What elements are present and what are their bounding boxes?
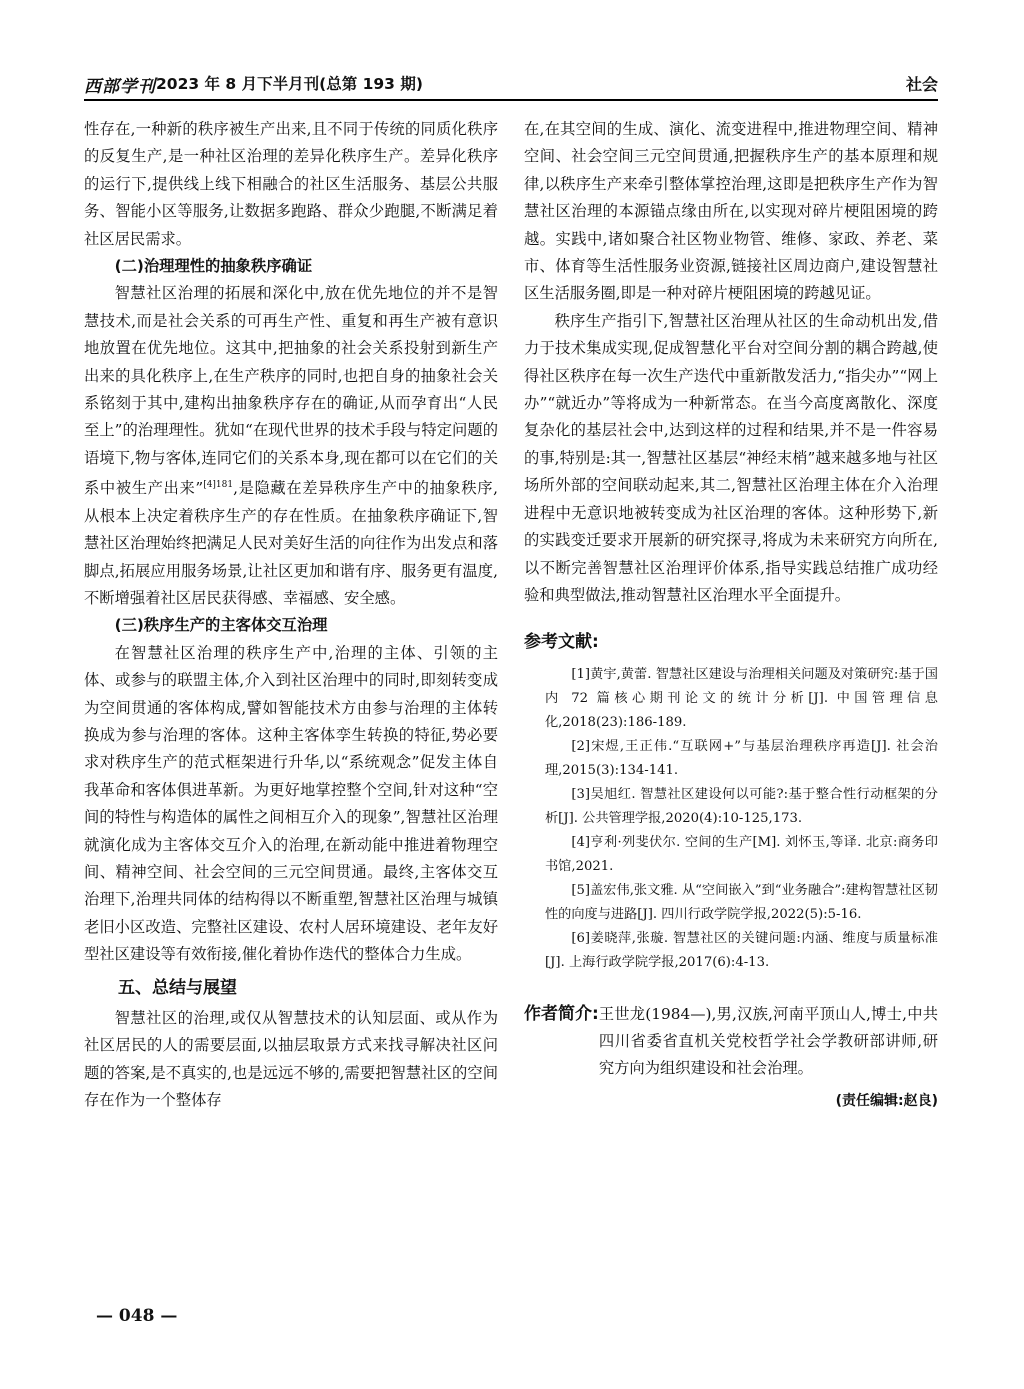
editor-note: (责任编辑:赵良) (835, 1092, 938, 1109)
reference-list (524, 663, 938, 975)
reference-item: [3]吴旭红. 智慧社区建设何以可能?:基于整合性行动框架的分析[J]. 公共管理学报,2020(4):10-125,173. (545, 786, 938, 826)
references-title: 参考文献: (524, 632, 599, 653)
subsection-heading: (三)秩序生产的主客体交互治理 (114, 616, 328, 635)
paragraph (84, 280, 498, 612)
reference-item: [6]姜晓萍,张璇. 智慧社区的关键问题:内涵、维度与质量标准[J]. 上海行政学院学报,2017(6):4-13. (545, 930, 938, 970)
reference-item: [5]盖宏伟,张文雅. 从“空间嵌入”到“业务融合”:建构智慧社区韧性的向度与进路[J]. 四川行政学院学报,2022(5):5-16. (545, 882, 938, 922)
author-bio (524, 1001, 938, 1082)
paragraph-text: ,是隐藏在差异秩序生产中的抽象秩序,从根本上决定着秩序生产的存在性质。在抽象秩序确证下,智慧社区治理始终把满足人民对美好生活的向往作为出发点和落脚点,拓展应用服务场景,让社区更加和谐有序、服务更有温度,不断增强着社区居民获得感、幸福感、安全感。 (84, 479, 498, 607)
paragraph-text: 智慧社区治理的拓展和深化中,放在优先地位的并不是智慧技术,而是社会关系的可再生产性、重复和再生产被有意识地放置在优先地位。这其中,把抽象的社会关系投射到新生产出来的具化秩序上,在生产秩序的同时,也把自身的抽象社会关系铭刻于其中,建构出抽象秩序存在的确证,从而孕育出“人民至上”的治理理性。犹如“在现代世界的技术手段与特定问题的语境下,物与客体,连同它们的关系本身,现在都可以在它们的关系中被生产出来” (84, 284, 498, 498)
section-label: 社会 (905, 75, 938, 94)
reference-item: [4]亨利·列斐伏尔. 空间的生产[M]. 刘怀玉,等译. 北京:商务印书馆,2021. (545, 834, 938, 874)
left-column (84, 116, 498, 1114)
paragraph: 秩序生产指引下,智慧社区治理从社区的生命动机出发,借力于技术集成实现,促成智慧化平台对空间分割的耦合跨越,使得社区秩序在每一次生产迭代中重新散发活力,“指尖办”“网上办”“就近办”等将成为一种新常态。在当今高度离散化、深度复杂化的基层社会中,达到这样的过程和结果,并不是一件容易的事,特别是:其一,智慧社区基层“神经末梢”越来越多地与社区场所外部的空间联动起来,其二,智慧社区治理主体在介入治理进程中无意识地被转变成为社区治理的客体。这种形势下,新的实践变迁要求开展新的研究探寻,将成为未来研究方向所在,以不断完善智慧社区治理评价体系,指导实践总结推广成功经验和典型做法,推动智慧社区治理水平全面提升。 (524, 311, 938, 604)
paragraph: 在智慧社区治理的秩序生产中,治理的主体、引领的主体、或参与的联盟主体,介入到社区治理中的同时,即刻转变成为空间贯通的客体构成,譬如智能技术方由参与治理的主体转换成为参与治理的客体。这种主客体孪生转换的特征,势必要求对秩序生产的范式框架进行升华,以“系统观念”促发主体自我革命和客体俱进革新。为更好地掌控整个空间,针对这种“空间的特性与构造体的属性之间相互介入的现象”,智慧社区治理就演化成为主客体交互介入的治理,在新动能中推进着物理空间、精神空间、社会空间的三元空间贯通。最终,主客体交互治理下,治理共同体的结构得以不断重塑,智慧社区治理与城镇老旧小区改造、完整社区建设、农村人居环境建设、老年友好型社区建设等有效衔接,催化着协作迭代的整体合力生成。 (84, 643, 498, 964)
author-text: 王世龙(1984—),男,汉族,河南平顶山人,博士,中共四川省委省直机关党校哲学社会学教研部讲师,研究方向为组织建设和社会治理。 (598, 1004, 938, 1077)
issue-info: 2023 年 8 月下半月刊(总第 193 期) (156, 75, 423, 93)
paragraph: 在,在其空间的生成、演化、流变进程中,推进物理空间、精神空间、社会空间三元空间贯通,把握秩序生产的基本原理和规律,以秩序生产来牵引整体掌控治理,这即是把秩序生产作为智慧社区治理的本源锚点缘由所在,以实现对碎片梗阻困境的跨越。实践中,诸如聚合社区物业物管、维修、家政、养老、菜市、体育等生活性服务业资源,链接社区周边商户,建设智慧社区生活服务圈,即是一种对碎片梗阻困境的跨越见证。 (524, 120, 938, 303)
subsection-heading: (二)治理理性的抽象秩序确证 (114, 257, 313, 276)
journal-logo: 西部学刊 (84, 77, 156, 97)
paragraph: 性存在,一种新的秩序被生产出来,且不同于传统的同质化秩序的反复生产,是一种社区治理的差异化秩序生产。差异化秩序的运行下,提供线上线下相融合的社区生活服务、基层公共服务、智能小区等服务,让数据多跑路、群众少跑腿,不断满足着社区居民需求。 (84, 120, 498, 248)
citation: [4]181 (203, 480, 234, 491)
author-label: 作者简介: (524, 1003, 599, 1024)
paragraph: 智慧社区的治理,或仅从智慧技术的认知层面、或从作为社区居民的人的需要层面,以抽层取景方式来找寻解决社区问题的答案,是不真实的,也是远远不够的,需要把智慧社区的空间存在作为一个整体存 (84, 1008, 498, 1109)
right-column (524, 116, 938, 1115)
header-rule (84, 99, 938, 101)
reference-item: [1]黄宇,黄蕾. 智慧社区建设与治理相关问题及对策研究:基于国内 72 篇核心期刊论文的统计分析[J]. 中国管理信息化,2018(23):186-189. (545, 666, 938, 730)
page-header (84, 66, 938, 100)
page-number: — 048 — (96, 1306, 178, 1326)
reference-item: [2]宋煜,王正伟.“互联网+”与基层治理秩序再造[J]. 社会治理,2015(3):134-141. (545, 738, 938, 778)
section-heading: 五、总结与展望 (118, 977, 237, 998)
